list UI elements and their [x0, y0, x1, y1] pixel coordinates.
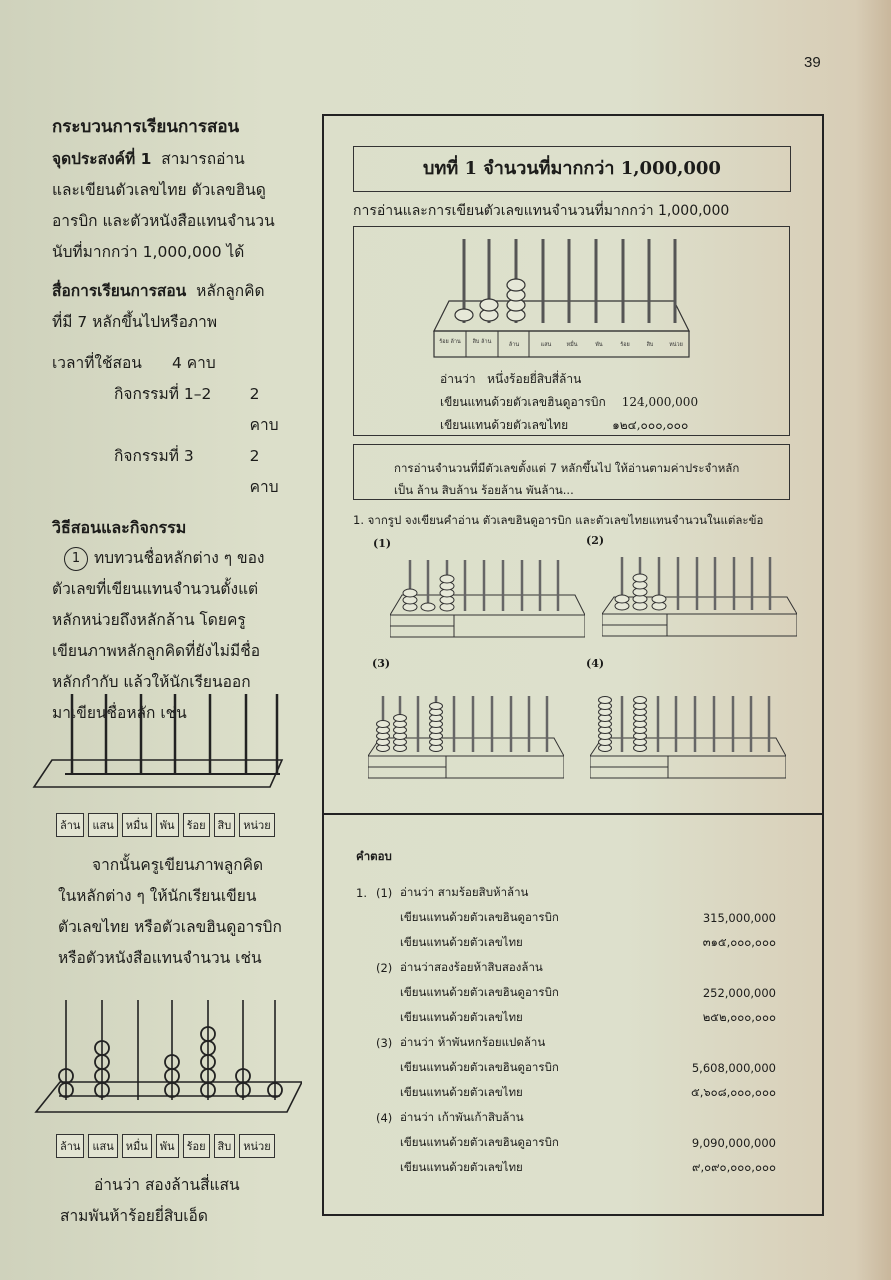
svg-text:ร้อย ล้าน: ร้อย ล้าน — [439, 339, 461, 345]
exercise-abacus-1 — [390, 555, 585, 640]
svg-text:หน่วย: หน่วย — [669, 342, 683, 348]
label-hundreds: ร้อย — [183, 1134, 210, 1158]
label-hundred-thousands: แสน — [88, 1134, 117, 1158]
section-title: กระบวนการเรียนการสอน — [52, 117, 240, 137]
svg-text:สิบ ล้าน: สิบ ล้าน — [472, 339, 492, 345]
chapter-title: บทที่ 1 จำนวนที่มากกว่า 1,000,000 — [353, 146, 791, 192]
label-millions: ล้าน — [56, 813, 84, 837]
example-abacus-figure — [32, 1000, 302, 1158]
answer-3-thai: เขียนแทนด้วยตัวเลขไทย ๕,๖๐๘,๐๐๐,๐๐๐ — [400, 1084, 776, 1099]
main-figure-answer: อ่านว่า หนึ่งร้อยยี่สิบสี่ล้าน เขียนแทนด้วยตัวเลขฮินดูอารบิก 124,000,000 เขียนแทนด้วยตัวเลขไทย ๑๒๔,๐๐๐,๐๐๐ — [440, 368, 698, 437]
time-label: เวลาที่ใช้สอน — [52, 354, 142, 372]
answer-2-thai: เขียนแทนด้วยตัวเลขไทย ๒๕๒,๐๐๐,๐๐๐ — [400, 1009, 776, 1024]
lesson-subtitle: การอ่านและการเขียนตัวเลขแทนจำนวนที่มากกว่า 1,000,000 — [353, 203, 730, 219]
svg-text:ร้อย: ร้อย — [620, 342, 630, 348]
answer-2-arabic: เขียนแทนด้วยตัวเลขฮินดูอารบิก 252,000,000 — [400, 984, 776, 1000]
label-units: หน่วย — [239, 813, 274, 837]
label-ten-thousands: หมื่น — [122, 1134, 152, 1158]
exercise-abacus-3 — [368, 690, 564, 782]
example-reading: อ่านว่า สองล้านสี่แสน สามพันห้าร้อยยี่สิบเอ็ด — [60, 1176, 240, 1225]
abacus-drawing — [32, 1000, 302, 1120]
step-number-circle: 1 — [64, 547, 88, 571]
exercise-abacus-2 — [602, 552, 797, 640]
empty-abacus-figure — [32, 690, 302, 837]
objective-label: จุดประสงค์ที่ 1 — [52, 150, 152, 168]
svg-text:สิบ: สิบ — [646, 342, 654, 348]
lesson-plan-column — [52, 112, 292, 729]
media-label: สื่อการเรียนการสอน — [52, 282, 187, 300]
label-thousands: พัน — [156, 813, 179, 837]
teaching-media: สื่อการเรียนการสอน หลักลูกคิด ที่มี 7 หลักขึ้นไปหรือภาพ — [52, 282, 265, 331]
exercise-label-3: (3) — [372, 657, 391, 670]
exercise-question: 1. จากรูป จงเขียนคำอ่าน ตัวเลขฮินดูอารบิก และตัวเลขไทยแทนจำนวนในแต่ละข้อ — [353, 513, 764, 527]
place-value-labels — [56, 1134, 302, 1158]
svg-text:แสน: แสน — [540, 342, 552, 348]
answer-3-read: (3) อ่านว่า ห้าพันหกร้อยแปดล้าน — [376, 1034, 546, 1050]
exercise-abacus-4 — [590, 690, 786, 782]
label-hundreds: ร้อย — [183, 813, 210, 837]
label-millions: ล้าน — [56, 1134, 84, 1158]
frame-divider — [322, 813, 824, 815]
label-tens: สิบ — [214, 1134, 236, 1158]
answer-3-arabic: เขียนแทนด้วยตัวเลขฮินดูอารบิก 5,608,000,000 — [400, 1059, 776, 1075]
main-abacus-drawing — [354, 227, 791, 367]
rule-note-box: การอ่านจำนวนที่มีตัวเลขตั้งแต่ 7 หลักขึ้นไป ให้อ่านตามค่าประจำหลัก เป็น ล้าน สิบล้าน ร้อยล้าน พันล้าน... — [353, 444, 790, 500]
label-units: หน่วย — [239, 1134, 274, 1158]
exercise-label-2: (2) — [586, 534, 605, 547]
abacus-drawing — [32, 690, 302, 795]
answer-1-thai: เขียนแทนด้วยตัวเลขไทย ๓๑๕,๐๐๐,๐๐๐ — [400, 934, 776, 949]
svg-text:หมื่น: หมื่น — [566, 342, 578, 348]
methods-title: วิธีสอนและกิจกรรม — [52, 518, 187, 537]
place-value-labels — [56, 813, 302, 837]
answer-title: คำตอบ — [356, 849, 392, 863]
time-allocation: เวลาที่ใช้สอน 4 คาบ กิจกรรมที่ 1–2 2 คาบ กิจกรรมที่ 3 2 คาบ — [52, 348, 292, 503]
page-number: 39 — [804, 54, 821, 71]
label-hundred-thousands: แสน — [88, 813, 117, 837]
step-1: 1 ทบทวนชื่อหลักต่าง ๆ ของ ตัวเลขที่เขียนแทนจำนวนตั้งแต่ หลักหน่วยถึงหลักล้าน โดยครู เขียนภาพหลักลูกคิดที่ยังไม่มีชื่อ หลักกำกับ แล้วให้นักเรียนออก มาเขียนชื่อหลัก เช่น — [52, 543, 292, 729]
label-thousands: พัน — [156, 1134, 179, 1158]
answer-key — [356, 848, 776, 1180]
svg-text:พัน: พัน — [595, 342, 603, 348]
answer-2-read: (2) อ่านว่าสองร้อยห้าสิบสองล้าน — [376, 959, 543, 975]
svg-text:ล้าน: ล้าน — [508, 342, 520, 348]
thai-numeral-value: ๑๒๔,๐๐๐,๐๐๐ — [612, 418, 689, 432]
answer-4-thai: เขียนแทนด้วยตัวเลขไทย ๙,๐๙๐,๐๐๐,๐๐๐ — [400, 1159, 776, 1174]
answer-1-read: 1. (1) อ่านว่า สามร้อยสิบห้าล้าน — [356, 884, 529, 900]
exercise-label-4: (4) — [586, 657, 605, 670]
answer-4-arabic: เขียนแทนด้วยตัวเลขฮินดูอารบิก 9,090,000,000 — [400, 1134, 776, 1150]
label-ten-thousands: หมื่น — [122, 813, 152, 837]
reading-text: หนึ่งร้อยยี่สิบสี่ล้าน — [487, 372, 582, 386]
arabic-numeral-value: 124,000,000 — [621, 395, 699, 409]
followup-text: จากนั้นครูเขียนภาพลูกคิด ในหลักต่าง ๆ ให้นักเรียนเขียน ตัวเลขไทย หรือตัวเลขฮินดูอารบิก หรือตัวหนังสือแทนจำนวน เช่น — [58, 856, 282, 967]
objective: จุดประสงค์ที่ 1 สามารถอ่าน และเขียนตัวเลขไทย ตัวเลขฮินดู อารบิก และตัวหนังสือแทนจำนวน นับที่มากกว่า 1,000,000 ได้ — [52, 150, 275, 261]
label-tens: สิบ — [214, 813, 236, 837]
exercise-label-1: (1) — [373, 537, 392, 550]
answer-1-arabic: เขียนแทนด้วยตัวเลขฮินดูอารบิก 315,000,000 — [400, 909, 776, 925]
answer-4-read: (4) อ่านว่า เก้าพันเก้าสิบล้าน — [376, 1109, 524, 1125]
